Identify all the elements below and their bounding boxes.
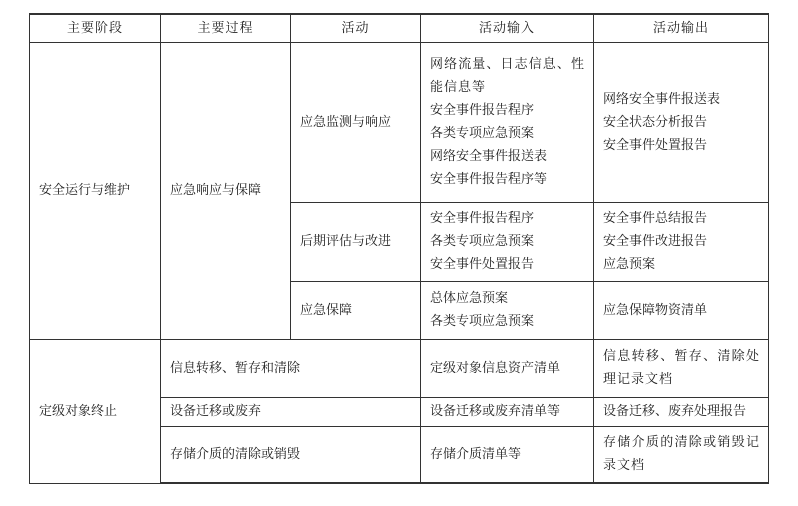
- process-cell: 信息转移、暂存和清除: [161, 339, 421, 397]
- input-line: 各类专项应急预案: [430, 234, 535, 249]
- activity-cell: 应急监测与响应: [291, 42, 421, 202]
- header-activity-output: 活动输出: [594, 14, 769, 42]
- stage-cell: 定级对象终止: [30, 339, 161, 483]
- output-line: 安全事件总结报告: [603, 211, 708, 226]
- output-line: 安全事件改进报告: [603, 234, 708, 249]
- activity-cell: 后期评估与改进: [291, 202, 421, 281]
- activity-output-cell: 存储介质的清除或销毁记录文档: [594, 426, 769, 483]
- process-cell: 存储介质的清除或销毁: [161, 426, 421, 483]
- activity-input-cell: [421, 42, 594, 202]
- output-line: 安全事件处置报告: [603, 137, 708, 153]
- process-table: [29, 13, 769, 484]
- activity-input-cell: 定级对象信息资产清单: [421, 339, 594, 397]
- input-line: 安全事件报告程序: [430, 103, 535, 118]
- process-table-container: [29, 13, 769, 484]
- activity-output-cell: [594, 281, 769, 339]
- activity-output-cell: 信息转移、暂存、清除处理记录文档: [594, 339, 769, 397]
- output-line: 应急预案: [603, 257, 656, 272]
- input-line: 网络安全事件报送表: [430, 149, 548, 164]
- activity-output-cell: 设备迁移、废弃处理报告: [594, 397, 769, 426]
- header-process: 主要过程: [161, 14, 291, 42]
- activity-cell: 应急保障: [291, 281, 421, 339]
- activity-input-cell: 设备迁移或废弃清单等: [421, 397, 594, 426]
- activity-output-cell: [594, 202, 769, 281]
- input-line: 总体应急预案: [430, 291, 509, 306]
- header-activity: 活动: [291, 14, 421, 42]
- input-line: 各类专项应急预案: [430, 314, 535, 329]
- output-line: 网络安全事件报送表: [603, 91, 721, 107]
- activity-input-cell: [421, 281, 594, 339]
- input-line: 安全事件报告程序等: [430, 172, 548, 187]
- activity-input-cell: 存储介质清单等: [421, 426, 594, 483]
- stage-cell: 安全运行与维护: [30, 42, 161, 339]
- table-row: [30, 42, 769, 202]
- input-line: 各类专项应急预案: [430, 126, 535, 141]
- table-row: [30, 339, 769, 397]
- process-cell: 应急响应与保障: [161, 42, 291, 339]
- input-line: 安全事件报告程序: [430, 211, 535, 226]
- output-line: 安全状态分析报告: [603, 114, 708, 130]
- input-line: 网络流量、日志信息、性能信息等: [430, 57, 585, 95]
- activity-input-cell: [421, 202, 594, 281]
- input-line: 安全事件处置报告: [430, 257, 535, 272]
- process-cell: 设备迁移或废弃: [161, 397, 421, 426]
- header-activity-input: 活动输入: [421, 14, 594, 42]
- output-line: 应急保障物资清单: [603, 302, 708, 318]
- header-stage: 主要阶段: [30, 14, 161, 42]
- activity-output-cell: [594, 42, 769, 202]
- table-header-row: [30, 14, 769, 42]
